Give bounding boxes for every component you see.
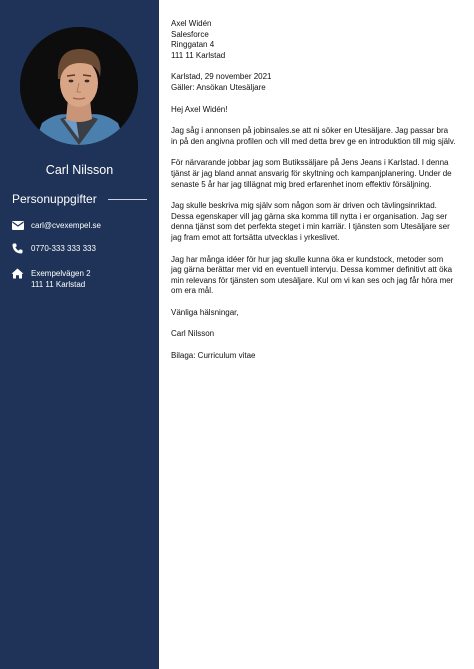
address-street: Exempelvägen 2 <box>31 269 91 278</box>
contact-address <box>11 268 91 290</box>
address-city: 111 11 Karlstad <box>31 280 86 289</box>
envelope-icon <box>11 220 24 231</box>
letter-body <box>171 19 456 373</box>
section-title-personal-info: Personuppgifter <box>12 192 97 206</box>
subject-line: Gäller: Ansökan Utesäljare <box>171 82 266 92</box>
contact-email <box>11 220 101 231</box>
greeting: Hej Axel Widén! <box>171 104 228 114</box>
phone-text: 0770-333 333 333 <box>31 244 96 253</box>
recipient-street: Ringgatan 4 <box>171 40 215 50</box>
section-divider <box>108 199 147 200</box>
recipient-city: 111 11 Karlstad <box>171 50 226 60</box>
closing: Vänliga hälsningar, <box>171 307 239 317</box>
email-text: carl@cvexempel.se <box>31 221 101 230</box>
profile-photo <box>20 27 138 145</box>
phone-icon <box>11 243 24 254</box>
candidate-name: Carl Nilsson <box>45 163 114 177</box>
recipient-company: Salesforce <box>171 29 209 39</box>
paragraph: Jag skulle beskriva mig själv som någon som är driven och tävlingsinriktad. Dessa egenskaper vill jag gärna ska komma till nytta i er organisation. Jag ser denna tjänst som det perfekta steget i min karriär. I tjänsten som Utesäljare ser jag fram emot att fortsätta utvecklas i yrkeslivet. <box>171 201 450 242</box>
paragraph: Jag har många idéer för hur jag skulle kunna öka er kundstock, metoder som jag gärna berättar mer vid en eventuell intervju. Dessa kommer definitivt att öka min relevans för tjänsten som utesäljare. Kul om vi kan ses och jag får höra mer om era mål. <box>171 254 454 296</box>
recipient-name: Axel Widén <box>171 19 212 28</box>
sidebar <box>0 0 159 669</box>
signature: Carl Nilsson <box>171 329 215 339</box>
attachment-note: Bilaga: Curriculum vitae <box>171 351 256 361</box>
contact-phone <box>11 243 96 254</box>
date-line: Karlstad, 29 november 2021 <box>171 72 272 82</box>
paragraph: För närvarande jobbar jag som Butikssäljare på Jens Jeans i Karlstad. I denna tjänst är jag bland annat ansvarig för skyltning och kampanjplanering. Under de senaste 5 år har jag tillägnat mig bred erfarenhet inom effektiv försäljning. <box>171 158 452 189</box>
letter-meta <box>171 72 456 93</box>
home-icon <box>11 268 24 279</box>
paragraph: Jag såg i annonsen på jobinsales.se att ni söker en Utesäljare. Jag passar bra in på den angivna profilen och vill med detta brev ge en introduktion till mig själv. <box>171 126 456 146</box>
recipient-address <box>171 19 456 61</box>
